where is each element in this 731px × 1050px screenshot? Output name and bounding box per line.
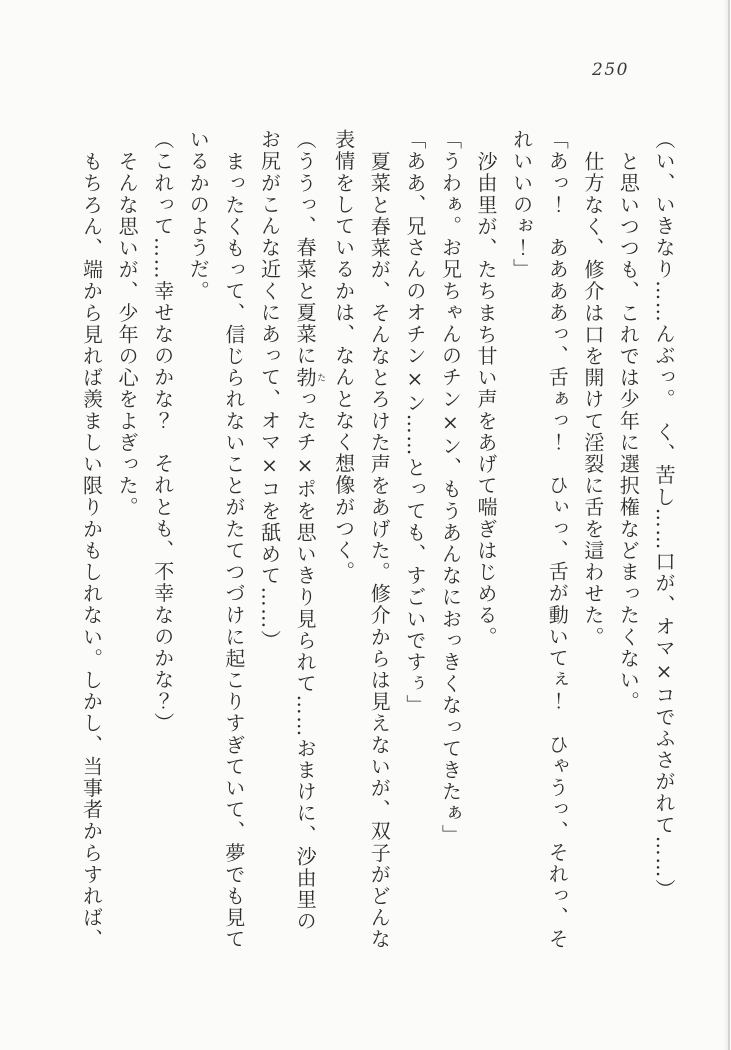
paragraph: （い、いきなり……んぶっ。 く、苦し……口が、オマ×コでふさがれて……） — [652, 129, 676, 901]
paragraph: 「ああ、兄さんのオチン×ン……とっても、すごいですぅ」 — [402, 129, 427, 717]
paragraph: 「うわぁ。お兄ちゃんのチン×ン、もうあんなにおっきくなってきたぁ」 — [438, 129, 463, 846]
paragraph: （これって……幸せなのかな？ それとも、不幸なのかな？） — [150, 129, 175, 734]
paragraph: （ううっ、春菜と夏菜に勃たったチ×ポを思いきり見られて……おまけに、沙由里のお尻がこんな近くにあって、オマ×コを舐めて……） — [257, 129, 326, 933]
paragraph: そんな思いが、少年の心をよぎった。 — [115, 150, 140, 518]
paragraph: 仕方なく、修介は口を開けて淫裂に舌を這わせた。 — [580, 150, 605, 648]
paragraph: 「あっ！ ああああっ、舌ぁっ！ ひぃっ、舌が動いてぇ！ ひゃうっ、それっ、それいいのぉ！」 — [509, 129, 570, 950]
paragraph: もちろん、端から見れば羨ましい限りかもしれない。しかし、当事者からすれば、 — [79, 150, 104, 950]
page-edge-line — [728, 0, 730, 1050]
page-number: 250 — [592, 60, 629, 80]
text-column-block — [74, 129, 681, 951]
paragraph: まったくもって、信じられないことがたてつづけに起こりすぎていて、夢でも見ているかのようだ。 — [186, 129, 246, 950]
paragraph: 沙由里が、たちまち甘い声をあげて喘ぎはじめる。 — [474, 150, 499, 648]
paragraph: 夏菜と春菜が、そんなとろけた声をあげた。修介からは見えないが、双子がどんな表情をしているかは、なんとなく想像がつく。 — [331, 129, 392, 950]
paragraph: と思いつつも、これでは少年に選択権などまったくない。 — [616, 150, 641, 713]
